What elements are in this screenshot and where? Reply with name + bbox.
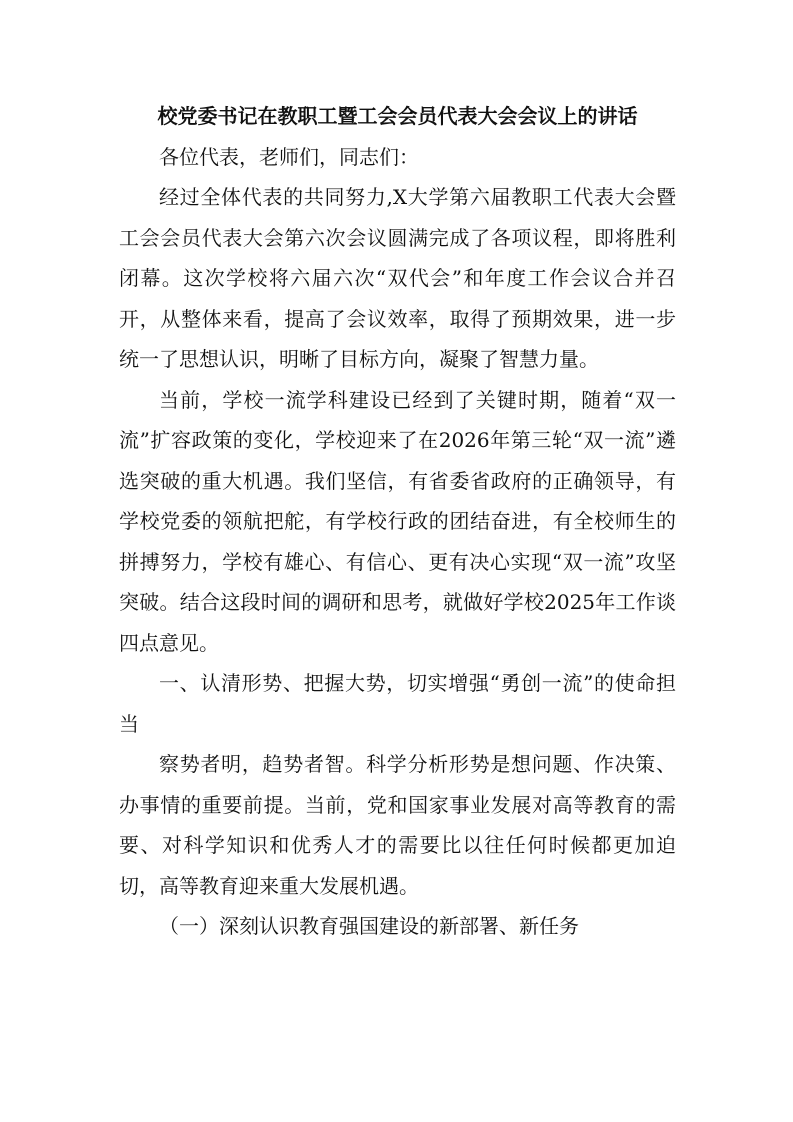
subheading-1: （一）深刻认识教育强国建设的新部署、新任务 [159, 914, 579, 938]
paragraph-current-situation: 当前，学校一流学科建设已经到了关键时期，随着“双一流”扩容政策的变化，学校迎来了在2026年第三轮“双一流”遴选突破的重大机遇。我们坚信，有省委省政府的正确领导，有学校党委的领航把舵，有学校行政的团结奋进，有全校师生的拼搏努力，学校有雄心、有信心、更有决心实现“双一流”攻坚突破。结合这段时间的调研和思考，就做好学校2025年工作谈四点意见。 [119, 387, 676, 655]
paragraph-section-1: 察势者明，趋势者智。科学分析形势是想问题、作决策、办事情的重要前提。当前，党和国家事业发展对高等教育的需要、对科学知识和优秀人才的需要比以往任何时候都更加迫切，高等教育迎来重大发展机遇。 [119, 752, 676, 898]
section-heading-1: 一、认清形势、把握大势，切实增强“勇创一流”的使命担当 [119, 671, 676, 736]
paragraph-opening: 经过全体代表的共同努力,X大学第六届教职工代表大会暨工会会员代表大会第六次会议圆满完成了各项议程，即将胜利闭幕。这次学校将六届六次“双代会”和年度工作会议合并召开，从整体来看，提高了会议效率，取得了预期效果，进一步统一了思想认识，明晰了目标方向，凝聚了智慧力量。 [119, 185, 676, 371]
salutation: 各位代表，老师们，同志们： [159, 144, 419, 169]
document-body [119, 96, 676, 947]
document-title: 校党委书记在教职工暨工会会员代表大会会议上的讲话 [157, 104, 638, 128]
